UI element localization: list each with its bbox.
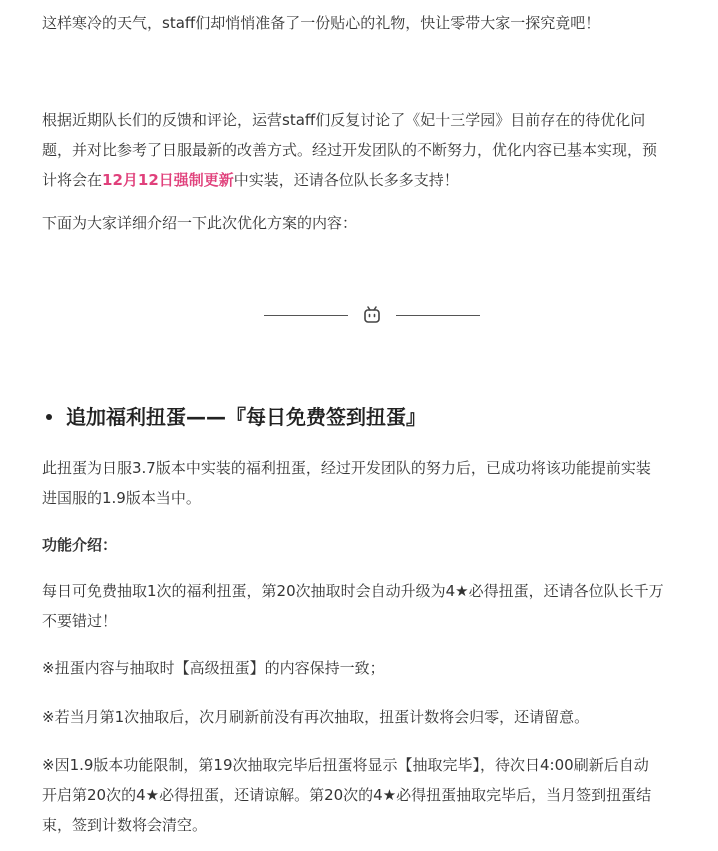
bullet-dot [46,414,52,420]
update-line-2: 题，并对比参考了日服最新的改善方式。经过开发团队的不断努力，优化内容已基本实现，预 [42,141,658,159]
update-paragraph [42,105,706,195]
divider-rule-left [264,315,348,316]
feature-line-2: 不要错过！ [42,612,118,630]
divider-rule-right [396,315,480,316]
feature-line-1: 每日可免费抽取1次的福利扭蛋，第20次抽取时会自动升级为4★必得扭蛋，还请各位队长千万 [42,582,664,600]
update-line-3-post: 中实装，还请各位队长多多支持！ [233,171,459,189]
overview-paragraph [42,208,706,238]
note-2 [42,702,706,732]
section-description-line-2: 进国服的1.9版本当中。 [42,489,201,507]
section-divider [264,300,480,330]
tv-face-icon [363,306,381,324]
section-heading-text: 追加福利扭蛋——『每日免费签到扭蛋』 [66,405,426,429]
update-line-3 [42,165,706,195]
overview-line: 下面为大家详细介绍一下此次优化方案的内容： [42,214,358,232]
intro-paragraph [42,8,706,38]
note-1 [42,653,706,683]
note-3 [42,750,706,840]
update-line-1: 根据近期队长们的反馈和评论，运营staff们反复讨论了《妃十三学园》目前存在的待优化问 [42,111,646,129]
feature-paragraph [42,576,706,636]
note-2-text: ※若当月第1次抽取后，次月刷新前没有再次抽取，扭蛋计数将会归零，还请留意。 [42,708,590,726]
note-3-line-3: 束，签到计数将会清空。 [42,816,208,834]
note-1-text: ※扭蛋内容与抽取时【高级扭蛋】的内容保持一致； [42,659,385,677]
update-date-highlight: 12月12日强制更新 [102,171,234,189]
section-description [42,453,706,513]
note-3-line-2: 开启第20次的4★必得扭蛋，还请谅解。第20次的4★必得扭蛋抽取完毕后，当月签到扭蛋结 [42,786,652,804]
note-3-line-1: ※因1.9版本功能限制，第19次抽取完毕后扭蛋将显示【抽取完毕】，待次日4:00刷新后自动 [42,756,649,774]
section-description-line-1: 此扭蛋为日服3.7版本中实装的福利扭蛋，经过开发团队的努力后，已成功将该功能提前实装 [42,459,651,477]
section-heading [46,400,426,434]
feature-label-text: 功能介绍： [42,536,118,554]
update-line-3-pre: 计将会在 [42,171,103,189]
intro-line: 这样寒冷的天气，staff们却悄悄准备了一份贴心的礼物，快让零带大家一探究竟吧！ [42,14,601,32]
feature-label [42,530,706,560]
